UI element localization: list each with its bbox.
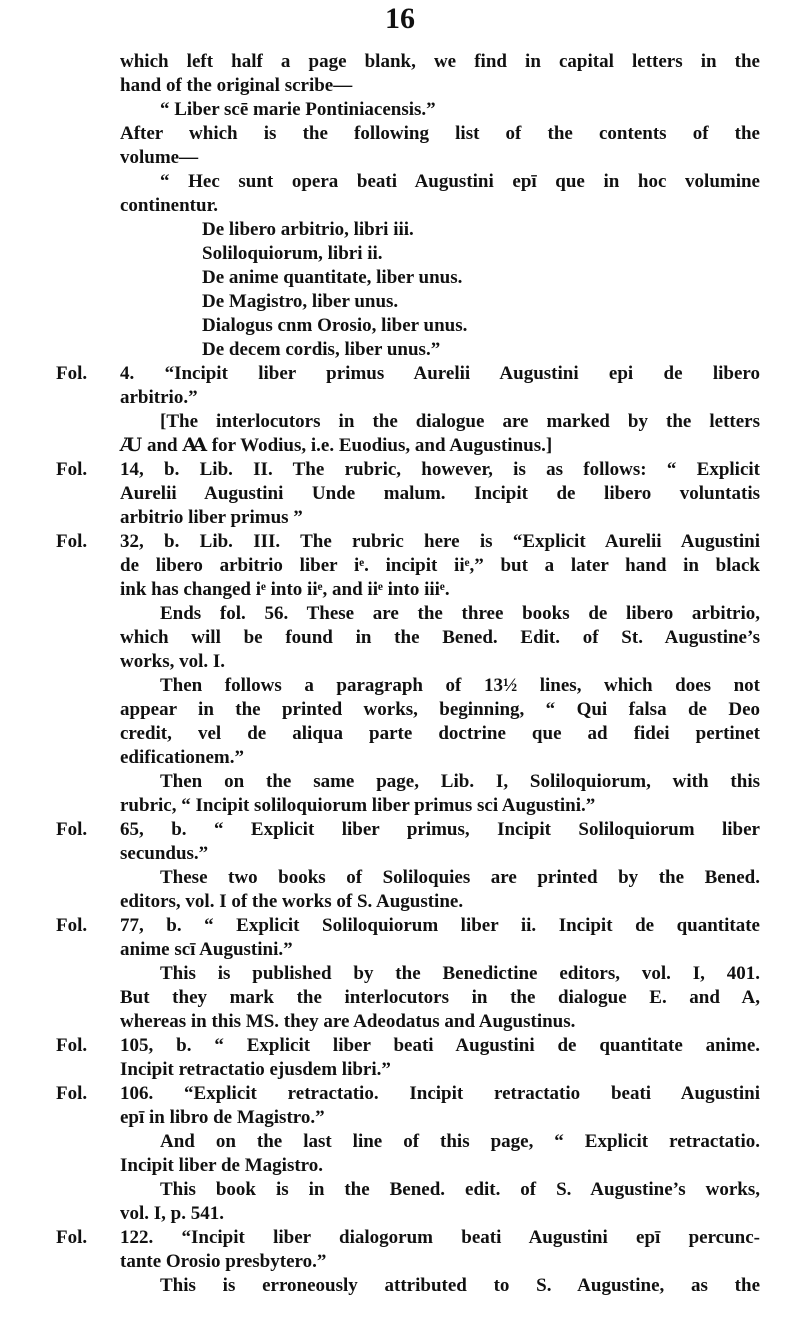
text-line	[120, 194, 760, 218]
line-text: epī in libro de Magistro.”	[120, 1107, 325, 1128]
line-text: And on the last line of this page, “ Explicit retractatio.	[160, 1131, 760, 1152]
line-text: Incipit liber de Magistro.	[120, 1155, 324, 1176]
line-text: 122. “Incipit liber dialogorum beati Augustini epī percunc-	[120, 1227, 760, 1248]
line-text: credit, vel de aliqua parte doctrine que ad fidei pertinet	[120, 723, 760, 744]
line-text: Then on the same page, Lib. I, Soliloquiorum, with this	[160, 771, 760, 792]
line-text: These two books of Soliloquies are printed by the Bened.	[160, 867, 760, 888]
text-line	[120, 50, 760, 74]
line-text: 105, b. “ Explicit liber beati Augustini de quantitate anime.	[120, 1035, 760, 1056]
page-number: 16	[385, 2, 415, 35]
text-line	[120, 1202, 760, 1226]
line-text: 106. “Explicit retractatio. Incipit retractatio beati Augustini	[120, 1083, 760, 1104]
text-line	[120, 1154, 760, 1178]
text-line	[120, 722, 760, 746]
line-text: This book is in the Bened. edit. of S. Augustine’s works,	[160, 1179, 760, 1200]
line-text: whereas in this MS. they are Adeodatus and Augustinus.	[120, 1011, 576, 1032]
line-text: “ Hec sunt opera beati Augustini epī que in hoc volumine	[160, 171, 760, 192]
text-line	[56, 362, 760, 386]
line-text: After which is the following list of the contents of the	[120, 123, 760, 144]
line-text: 14, b. Lib. II. The rubric, however, is as follows: “ Explicit	[120, 459, 760, 480]
text-line	[120, 626, 760, 650]
folio-label: Fol.	[56, 531, 88, 552]
text-line	[120, 1130, 760, 1154]
line-text: Dialogus cnm Orosio, liber unus.	[202, 315, 468, 336]
line-text: works, vol. I.	[120, 651, 226, 672]
text-line	[56, 1226, 760, 1250]
line-text: arbitrio.”	[120, 387, 198, 408]
folio-label: Fol.	[56, 915, 88, 936]
text-line	[120, 866, 760, 890]
line-text: arbitrio liber primus ”	[120, 507, 303, 528]
line-text: de libero arbitrio liber iᵉ. incipit iiᵉ,” but a later hand in black	[120, 555, 760, 576]
line-text: 65, b. “ Explicit liber primus, Incipit Soliloquiorum liber	[120, 819, 760, 840]
text-line	[120, 890, 760, 914]
line-text: 32, b. Lib. III. The rubric here is “Explicit Aurelii Augustini	[120, 531, 760, 552]
text-line	[120, 146, 760, 170]
line-text: tante Orosio presbytero.”	[120, 1251, 327, 1272]
folio-label: Fol.	[56, 1227, 88, 1248]
folio-label: Fol.	[56, 459, 88, 480]
text-line	[120, 506, 760, 530]
line-text: Soliloquiorum, libri ii.	[202, 243, 383, 264]
text-line	[120, 1178, 760, 1202]
text-line	[120, 482, 760, 506]
text-line	[120, 554, 760, 578]
line-text: De anime quantitate, liber unus.	[202, 267, 463, 288]
text-line	[120, 218, 760, 242]
line-text: De libero arbitrio, libri iii.	[202, 219, 414, 240]
text-line	[120, 410, 760, 434]
text-line	[120, 746, 760, 770]
text-line	[120, 1274, 760, 1298]
line-text: vol. I, p. 541.	[120, 1203, 224, 1224]
text-line	[120, 674, 760, 698]
line-text: But they mark the interlocutors in the dialogue E. and A,	[120, 987, 760, 1008]
text-line	[56, 914, 760, 938]
text-line	[120, 986, 760, 1010]
folio-label: Fol.	[56, 1083, 88, 1104]
text-line	[120, 650, 760, 674]
body-text	[56, 50, 760, 1298]
line-text: Then follows a paragraph of 13½ lines, which does not	[160, 675, 760, 696]
text-line	[56, 458, 760, 482]
line-text: rubric, “ Incipit soliloquiorum liber primus sci Augustini.”	[120, 795, 596, 816]
text-line	[120, 842, 760, 866]
text-line	[120, 698, 760, 722]
text-line	[120, 74, 760, 98]
line-text: secundus.”	[120, 843, 209, 864]
folio-label: Fol.	[56, 819, 88, 840]
line-text: volume—	[120, 147, 199, 168]
line-text: ink has changed iᵉ into iiᵉ, and iiᵉ into iiiᵉ.	[120, 579, 450, 600]
line-text: continentur.	[120, 195, 219, 216]
text-line	[120, 938, 760, 962]
text-line	[120, 98, 760, 122]
text-line	[56, 818, 760, 842]
text-line	[120, 770, 760, 794]
text-line	[56, 530, 760, 554]
text-line	[120, 578, 760, 602]
folio-label: Fol.	[56, 1035, 88, 1056]
text-line	[120, 434, 760, 458]
line-text: Ꜷ and Ꜳ for Wodius, i.e. Euodius, and Augustinus.]	[120, 435, 553, 456]
line-text: 4. “Incipit liber primus Aurelii Augustini epi de libero	[120, 363, 760, 384]
line-text: anime scī Augustini.”	[120, 939, 293, 960]
line-text: “ Liber scē marie Pontiniacensis.”	[160, 99, 436, 120]
text-line	[120, 266, 760, 290]
text-line	[120, 962, 760, 986]
line-text: This is erroneously attributed to S. Augustine, as the	[160, 1275, 760, 1296]
line-text: appear in the printed works, beginning, “ Qui falsa de Deo	[120, 699, 760, 720]
text-line	[120, 386, 760, 410]
text-line	[120, 602, 760, 626]
line-text: This is published by the Benedictine editors, vol. I, 401.	[160, 963, 760, 984]
text-line	[120, 1010, 760, 1034]
line-text: De decem cordis, liber unus.”	[202, 339, 441, 360]
line-text: Incipit retractatio ejusdem libri.”	[120, 1059, 391, 1080]
line-text: [The interlocutors in the dialogue are marked by the letters	[160, 411, 760, 432]
line-text: De Magistro, liber unus.	[202, 291, 399, 312]
text-line	[120, 794, 760, 818]
text-line	[120, 242, 760, 266]
text-line	[120, 1250, 760, 1274]
line-text: editors, vol. I of the works of S. Augustine.	[120, 891, 464, 912]
text-line	[120, 314, 760, 338]
text-line	[120, 1058, 760, 1082]
line-text: Aurelii Augustini Unde malum. Incipit de libero voluntatis	[120, 483, 760, 504]
folio-label: Fol.	[56, 363, 88, 384]
text-line	[56, 1034, 760, 1058]
text-line	[120, 1106, 760, 1130]
line-text: edificationem.”	[120, 747, 245, 768]
line-text: which left half a page blank, we find in capital letters in the	[120, 51, 760, 72]
line-text: which will be found in the Bened. Edit. of St. Augustine’s	[120, 627, 760, 648]
line-text: hand of the original scribe—	[120, 75, 353, 96]
line-text: Ends fol. 56. These are the three books de libero arbitrio,	[160, 603, 760, 624]
text-line	[120, 338, 760, 362]
text-line	[120, 290, 760, 314]
text-line	[56, 1082, 760, 1106]
line-text: 77, b. “ Explicit Soliloquiorum liber ii. Incipit de quantitate	[120, 915, 760, 936]
text-line	[120, 122, 760, 146]
text-line	[120, 170, 760, 194]
